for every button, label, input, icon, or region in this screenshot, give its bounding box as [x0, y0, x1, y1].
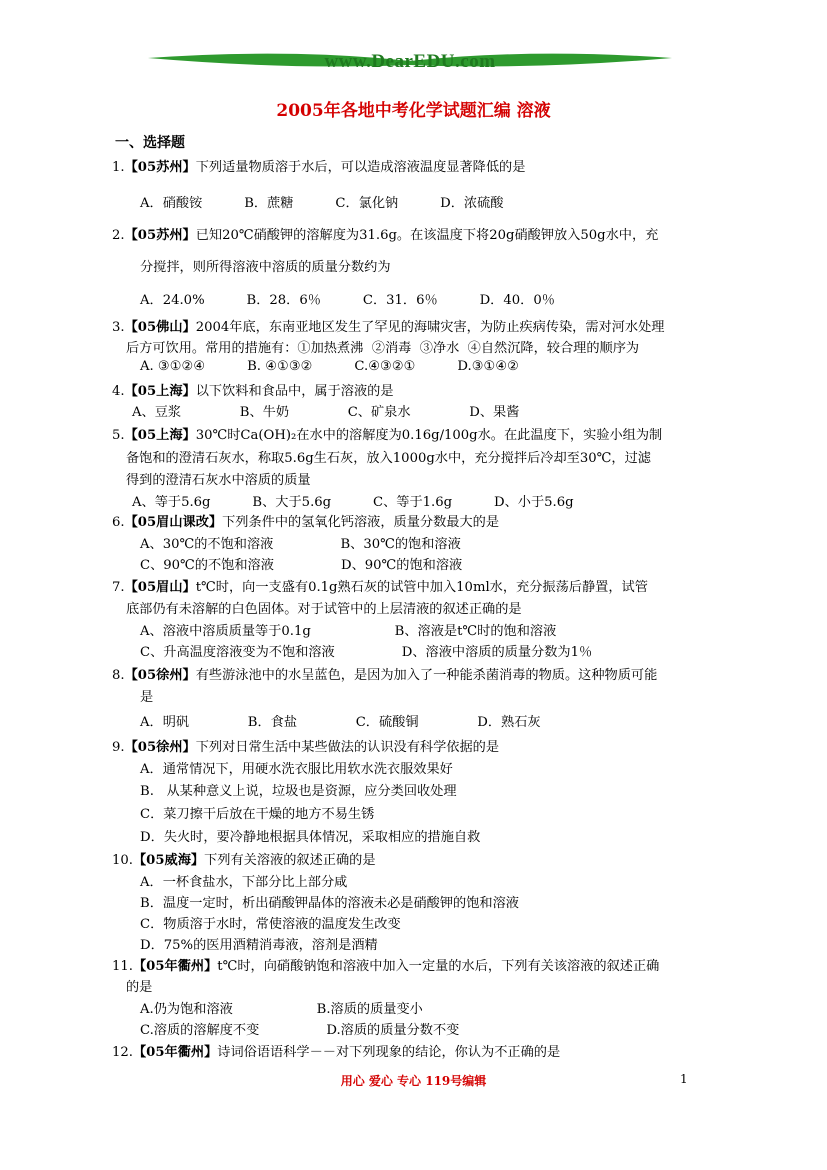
- question-number: 11.: [112, 959, 133, 974]
- question-line: [112, 224, 658, 243]
- question-text-line: [126, 447, 651, 466]
- question-line: [112, 1041, 560, 1060]
- line-text: 下列条件中的氢氧化钙溶液，质量分数最大的是: [222, 515, 500, 530]
- page-number: 1: [680, 1072, 688, 1086]
- line-text: 有些游泳池中的水呈蓝色，是因为加入了一种能杀菌消毒的物质。这种物质可能: [195, 668, 658, 683]
- question-text-line: [140, 620, 556, 639]
- line-text: C．物质溶于水时，常使溶液的温度发生改变: [140, 917, 401, 932]
- question-text-line: [140, 871, 347, 890]
- line-text: C、90℃的不饱和溶液 D、90℃的饱和溶液: [140, 558, 463, 573]
- question-text-line: [126, 976, 152, 995]
- question-source-tag: 【05眉山课改】: [124, 515, 223, 530]
- line-text: C．菜刀擦干后放在干燥的地方不易生锈: [140, 807, 375, 822]
- section-heading: 一、选择题: [115, 135, 185, 151]
- line-text: A．24.0% B．28．6％ C．31．6％ D．40．0％: [140, 293, 555, 308]
- question-text-line: [140, 758, 453, 777]
- question-text-line: [140, 711, 541, 730]
- line-text: D．75%的医用酒精消毒液，溶剂是酒精: [140, 938, 378, 953]
- question-text-line: [140, 192, 503, 211]
- question-source-tag: 【05上海】: [124, 428, 196, 443]
- line-text: B. 从某种意义上说，垃圾也是资源，应分类回收处理: [140, 784, 457, 799]
- question-number: 2.: [112, 228, 125, 243]
- line-text: D．失火时，要冷静地根据具体情况，采取相应的措施自救: [140, 830, 481, 845]
- question-source-tag: 【05年衢州】: [132, 1045, 218, 1060]
- question-number: 9.: [112, 740, 125, 755]
- line-text: C.溶质的溶解度不变 D.溶质的质量分数不变: [140, 1023, 460, 1038]
- question-number: 4.: [112, 384, 125, 399]
- page-title: 2005年各地中考化学试题汇编 溶液: [276, 101, 551, 121]
- line-text: A、30℃的不饱和溶液 B、30℃的饱和溶液: [140, 537, 461, 552]
- question-source-tag: 【05苏州】: [124, 160, 196, 175]
- question-source-tag: 【05年衢州】: [132, 959, 218, 974]
- line-text: A.仍为饱和溶液 B.溶质的质量变小: [140, 1002, 423, 1017]
- question-number: 8.: [112, 668, 125, 683]
- question-text-line: [140, 289, 555, 308]
- line-text: 的是: [126, 980, 153, 995]
- question-number: 3.: [112, 320, 125, 335]
- question-text-line: [140, 998, 423, 1017]
- line-text: A、等于5.6g B、大于5.6g C、等于1.6g D、小于5.6g: [132, 495, 574, 510]
- question-line: [112, 736, 499, 755]
- line-text: 2004年底，东南亚地区发生了罕见的海啸灾害，为防止疾病传染，需对河水处理: [195, 320, 665, 335]
- question-source-tag: 【05徐州】: [124, 740, 196, 755]
- question-line: [112, 849, 376, 868]
- line-text: A、豆浆 B、牛奶 C、矿泉水 D、果酱: [132, 405, 520, 420]
- line-text: t℃时，向硝酸钠饱和溶液中加入一定量的水后，下列有关该溶液的叙述正确: [217, 959, 660, 974]
- question-number: 6.: [112, 515, 125, 530]
- question-line: [112, 664, 657, 683]
- line-text: 以下饮料和食品中，属于溶液的是: [195, 384, 394, 399]
- question-number: 12.: [112, 1045, 133, 1060]
- question-text-line: [140, 359, 519, 374]
- line-text: B．温度一定时，析出硝酸钾晶体的溶液未必是硝酸钾的饱和溶液: [140, 896, 519, 911]
- question-source-tag: 【05苏州】: [124, 228, 196, 243]
- line-text: C、升高温度溶液变为不饱和溶液 D、溶液中溶质的质量分数为1％: [140, 645, 593, 660]
- question-source-tag: 【05徐州】: [124, 668, 196, 683]
- line-text: 下列对日常生活中某些做法的认识没有科学依据的是: [195, 740, 500, 755]
- line-text: A. ③①②④ B. ④①③② C.④③②① D.③①④②: [140, 359, 520, 374]
- question-text-line: [132, 401, 519, 420]
- line-text: 已知20℃硝酸钾的溶解度为31.6g。在该温度下将20g硝酸钾放入50g水中，充: [195, 228, 659, 243]
- question-text-line: [132, 491, 574, 510]
- question-text-line: [126, 598, 522, 617]
- question-text-line: [140, 686, 153, 705]
- question-text-line: [140, 641, 592, 660]
- question-text-line: [140, 780, 457, 799]
- line-text: 底部仍有未溶解的白色固体。对于试管中的上层清液的叙述正确的是: [126, 602, 522, 617]
- question-number: 7.: [112, 580, 125, 595]
- line-text: 分搅拌，则所得溶液中溶质的质量分数约为: [140, 260, 391, 275]
- line-text: A．明矾 B．食盐 C．硫酸铜 D．熟石灰: [140, 715, 541, 730]
- question-line: [112, 955, 659, 974]
- question-text-line: [140, 256, 391, 275]
- line-text: A．一杯食盐水，下部分比上部分咸: [140, 875, 348, 890]
- question-number: 5.: [112, 428, 125, 443]
- question-line: [112, 316, 664, 335]
- question-source-tag: 【05威海】: [132, 853, 205, 868]
- footer-text: 用心 爱心 专心 119号编辑: [340, 1074, 487, 1088]
- question-text-line: [140, 934, 378, 953]
- question-number: 10.: [112, 853, 133, 868]
- line-text: 诗词俗语语科学－－对下列现象的结论，你认为不正确的是: [217, 1045, 561, 1060]
- question-text-line: [140, 913, 401, 932]
- line-text: 30℃时Ca(OH)₂在水中的溶解度为0.16g/100g水。在此温度下，实验小组为制: [195, 428, 663, 443]
- question-source-tag: 【05眉山】: [124, 580, 196, 595]
- line-text: 得到的澄清石灰水中溶质的质量: [126, 473, 311, 488]
- question-text-line: [126, 469, 311, 488]
- site-url: www.DearEDU.com: [324, 51, 496, 72]
- question-text-line: [140, 803, 374, 822]
- line-text: A、溶液中溶质质量等于0.1g B、溶液是t℃时的饱和溶液: [140, 624, 557, 639]
- line-text: 是: [140, 690, 154, 705]
- line-text: 下列有关溶液的叙述正确的是: [204, 853, 376, 868]
- question-number: 1.: [112, 160, 125, 175]
- line-text: 后方可饮用。常用的措施有：①加热煮沸 ②消毒 ③净水 ④自然沉降，较合理的顺序为: [126, 341, 640, 356]
- site-header: [140, 40, 680, 80]
- question-text-line: [140, 554, 462, 573]
- question-source-tag: 【05佛山】: [124, 320, 196, 335]
- line-text: A．通常情况下，用硬水洗衣服比用软水洗衣服效果好: [140, 762, 453, 777]
- question-text-line: [140, 533, 461, 552]
- line-text: A．硝酸铵 B．蔗糖 C．氯化钠 D．浓硫酸: [140, 196, 504, 211]
- question-line: [112, 576, 648, 595]
- question-line: [112, 511, 499, 530]
- question-text-line: [140, 826, 480, 845]
- line-text: 备饱和的澄清石灰水，称取5.6g生石灰，放入1000g水中，充分搅拌后冷却至30℃，过滤: [126, 451, 651, 466]
- question-text-line: [140, 1019, 459, 1038]
- question-line: [112, 380, 394, 399]
- line-text: t℃时，向一支盛有0.1g熟石灰的试管中加入10ml水，充分振荡后静置，试管: [195, 580, 648, 595]
- question-text-line: [140, 892, 519, 911]
- question-text-line: [126, 337, 639, 356]
- question-line: [112, 424, 662, 443]
- question-line: [112, 156, 525, 175]
- line-text: 下列适量物质溶于水后，可以造成溶液温度显著降低的是: [195, 160, 526, 175]
- question-source-tag: 【05上海】: [124, 384, 196, 399]
